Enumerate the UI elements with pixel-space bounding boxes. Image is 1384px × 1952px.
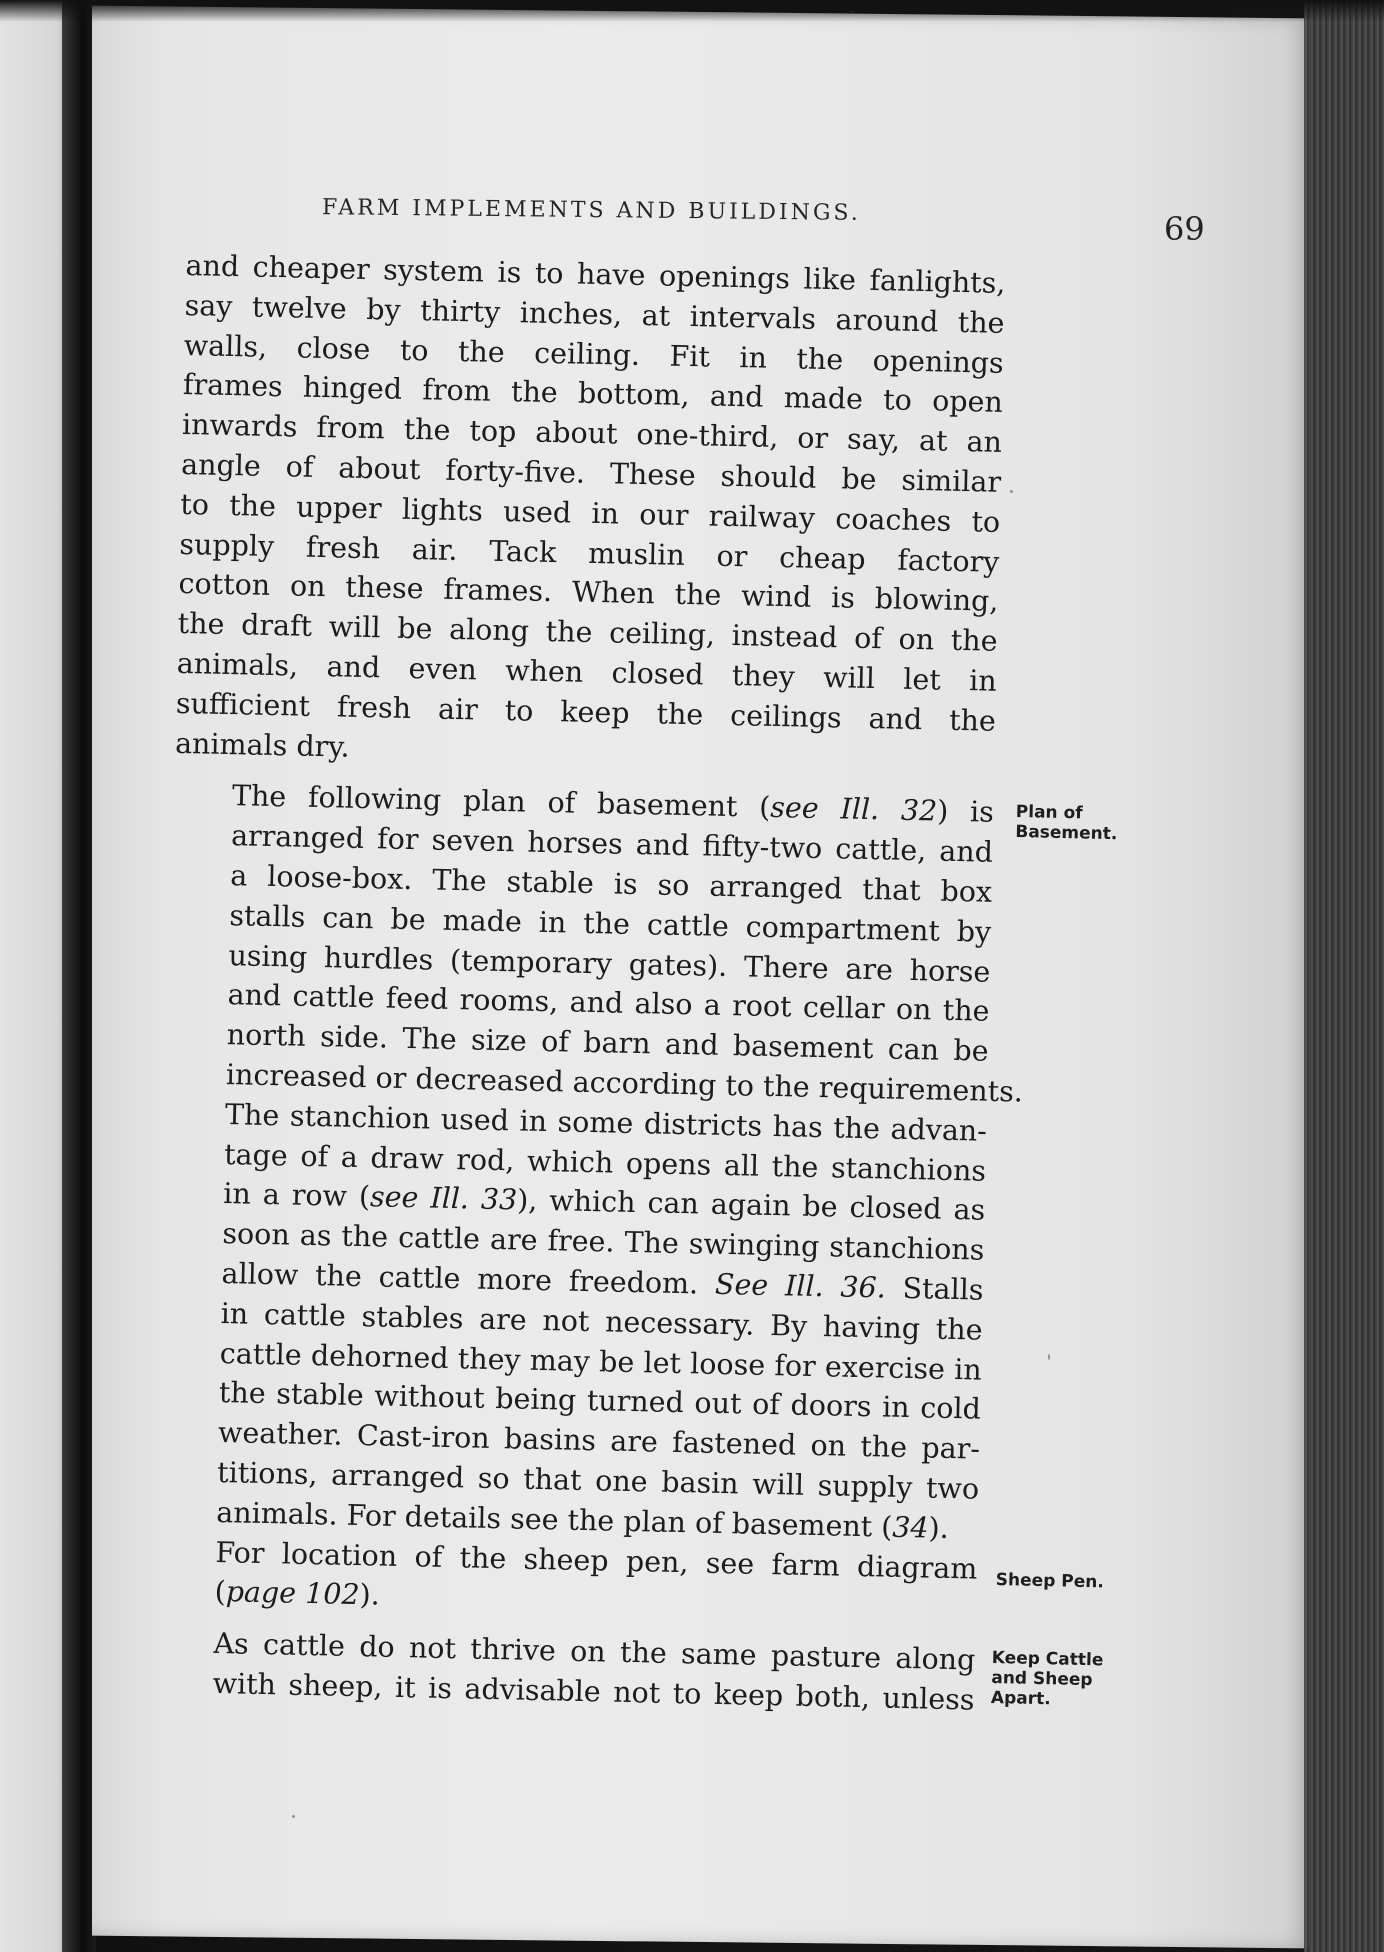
running-head: FARM IMPLEMENTS AND BUILDINGS.	[321, 195, 861, 226]
dust-speck	[850, 10, 854, 14]
margin-note-line: Plan of	[1015, 802, 1083, 824]
text-line: say twelve by thirty inches, at intervals around the	[184, 288, 1005, 340]
text-line: animals, and even when closed they will let in	[176, 646, 998, 698]
text-line: weather. Cast-iron basins are fastened on the par-	[217, 1416, 981, 1466]
margin-note-line: Apart.	[990, 1687, 1051, 1710]
dust-speck	[292, 1815, 295, 1818]
text-line: north side. The size of barn and basement can be	[226, 1018, 989, 1068]
text-line: sufficient fresh air to keep the ceilings and the	[175, 686, 997, 738]
dust-speck	[1010, 490, 1013, 493]
text-line: animals dry.	[174, 726, 351, 764]
text-line: As cattle do not thrive on the same pasture along	[213, 1627, 976, 1677]
text-line: the stable without being turned out of doors in cold	[218, 1376, 982, 1426]
margin-note-plan-of-basement	[1015, 802, 1118, 844]
text-line: tage of a draw rod, which opens all the stanchions	[223, 1137, 987, 1188]
text-line: allow the cattle more freedom. See Ill. 36. Stalls	[221, 1256, 984, 1307]
text-line: The stanchion used in some districts has the advan-	[224, 1097, 988, 1148]
text-line: and cattle feed rooms, and also a root cellar on the	[227, 978, 990, 1029]
margin-note-sheep-pen	[996, 1570, 1104, 1592]
text-line: For location of the sheep pen, see farm diagram	[215, 1535, 978, 1586]
margin-note-line: and Sheep	[991, 1667, 1093, 1691]
text-line: the draft will be along the ceiling, instead of on the	[177, 607, 998, 658]
text-line: using hurdles (temporary gates). There are horse	[228, 938, 991, 989]
margin-note-line: Basement.	[1015, 821, 1118, 845]
page-block-edges	[1304, 0, 1384, 1952]
top-shadow	[0, 0, 1384, 22]
text-line: supply fresh air. Tack muslin or cheap factory	[179, 527, 1000, 579]
text-line: to the upper lights used in our railway coaches to	[180, 487, 1001, 539]
text-line: animals. For details see the plan of basement (34).	[216, 1495, 950, 1545]
text-line: arranged for seven horses and fifty-two cattle, and	[230, 819, 994, 869]
text-line: walls, close to the ceiling. Fit in the openings	[183, 328, 1005, 380]
dust-speck	[1048, 1354, 1050, 1360]
text-line: and cheaper system is to have openings like fanlights,	[185, 248, 1006, 300]
text-line: increased or decreased according to the requirements.	[225, 1058, 1024, 1109]
text-line: in cattle stables are not necessary. By having the	[220, 1296, 983, 1347]
text-line: with sheep, it is advisable not to keep both, unless	[212, 1666, 975, 1717]
text-line: in a row (see Ill. 33), which can again be closed as	[222, 1177, 986, 1227]
text-line: titions, arranged so that one basin will supply two	[216, 1455, 980, 1506]
text-line: angle of about forty-five. These should be similar	[180, 447, 1002, 499]
text-line: (page 102).	[214, 1575, 381, 1612]
margin-note-line: Sheep Pen.	[995, 1570, 1105, 1593]
text-line: inwards from the top about one-third, or say, at an	[181, 408, 1003, 460]
text-line: The following plan of basement (see Ill. 32) is	[231, 779, 995, 830]
text-line: cotton on these frames. When the wind is blowing,	[178, 567, 999, 619]
page-number: 69	[1164, 210, 1205, 248]
text-line: cattle dehorned they may be let loose for exercise in	[219, 1336, 983, 1387]
book-gutter	[62, 0, 96, 1952]
paragraph-basement-plan	[158, 775, 1024, 1549]
text-line: soon as the cattle are free. The swinging stanchions	[222, 1217, 985, 1267]
text-line: a loose-box. The stable is so arranged that box	[229, 859, 993, 909]
paragraph-ventilation	[175, 246, 1006, 781]
margin-note-line: Keep Cattle	[991, 1648, 1104, 1671]
text-line: frames hinged from the bottom, and made to open	[182, 368, 1004, 420]
text-line: stalls can be made in the cattle compartment by	[229, 898, 992, 949]
margin-note-keep-apart	[991, 1648, 1104, 1710]
